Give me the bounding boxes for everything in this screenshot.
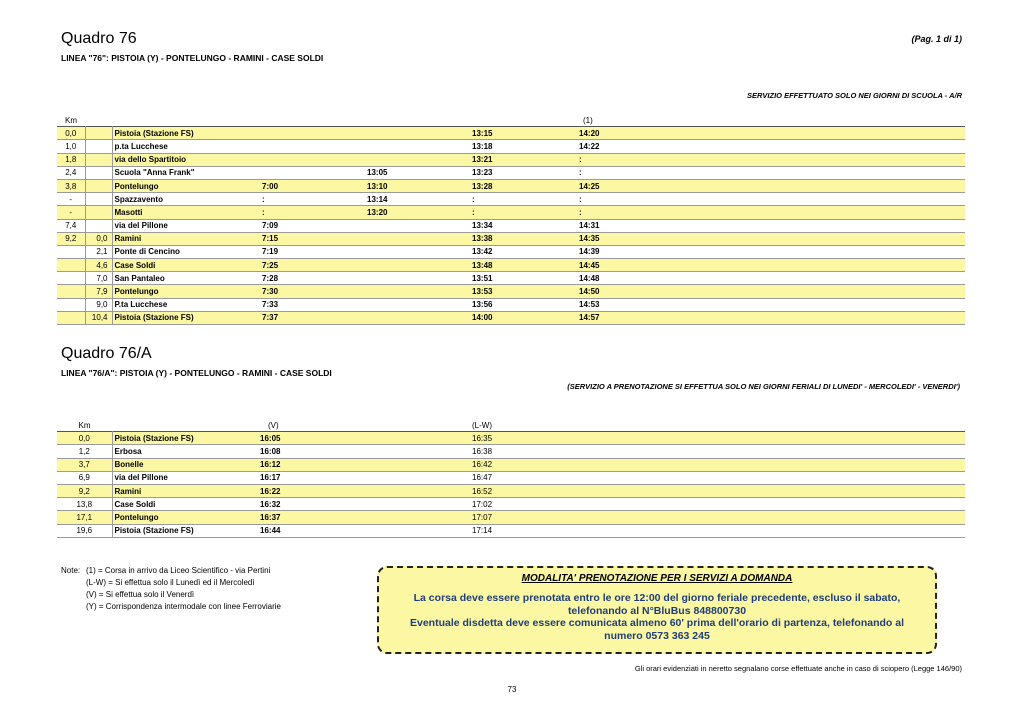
time-cell: 16:05 [260, 432, 472, 445]
table-row [57, 311, 965, 324]
stop-name: Pontelungo [112, 179, 262, 192]
empty-cell [572, 445, 965, 458]
time-cell: : [472, 206, 579, 219]
time-cell: 7:37 [262, 311, 367, 324]
stop-name: Pontelungo [112, 285, 262, 298]
empty-cell [572, 484, 965, 497]
km-cell [57, 311, 85, 324]
quadro-76-service-note: SERVIZIO EFFETTUATO SOLO NEI GIORNI DI SCUOLA - A/R [746, 91, 962, 100]
time-cell [367, 311, 472, 324]
empty-cell [686, 153, 965, 166]
empty-cell [686, 193, 965, 206]
stop-name: Pistoia (Stazione FS) [112, 432, 260, 445]
km-cell [85, 140, 112, 153]
time-cell: 13:38 [472, 232, 579, 245]
stop-name: Erbosa [114, 446, 142, 456]
column-lw: (L-W) [472, 420, 492, 430]
stop-name: via del Pillone [114, 221, 168, 231]
time-cell: : [579, 168, 582, 178]
table-row [57, 127, 965, 140]
timetable-76a [57, 419, 965, 538]
time-cell: 14:39 [579, 247, 600, 257]
time-cell: 7:00 [262, 179, 367, 192]
km-cell: 3,8 [57, 179, 85, 192]
table-row [57, 471, 965, 484]
booking-line: numero 0573 363 245 [604, 629, 710, 642]
empty-cell [686, 140, 965, 153]
time-cell: 16:12 [260, 458, 472, 471]
quadro-76a-title: Quadro 76/A [61, 345, 152, 362]
legal-note: Gli orari evidenziati in neretto segnalano corse effettuate anche in caso di sciopero (Legge 146/90) [634, 664, 962, 673]
time-cell: 13:48 [472, 259, 579, 272]
km-cell: 3,7 [57, 458, 112, 471]
time-cell: 14:35 [579, 232, 686, 245]
time-cell: 13:18 [472, 141, 493, 151]
stop-name: via dello Spartitoio [112, 153, 262, 166]
time-cell: 7:15 [262, 232, 367, 245]
timetable-76a-header [57, 419, 965, 432]
time-cell: 13:21 [472, 153, 579, 166]
empty-cell [572, 458, 965, 471]
page-number: 73 [507, 685, 517, 694]
table-row [57, 524, 965, 537]
km-cell: 0,0 [85, 232, 112, 245]
empty-cell [686, 232, 965, 245]
table-row [57, 272, 965, 285]
empty-cell [686, 298, 965, 311]
notes-block [61, 565, 281, 613]
time-cell: 16:08 [260, 446, 281, 456]
empty-cell [686, 245, 965, 258]
km-cell [85, 127, 112, 140]
table-row [57, 458, 965, 471]
time-cell: 13:15 [472, 127, 579, 140]
km-cell: 19,6 [57, 524, 112, 537]
km-cell [85, 153, 112, 166]
timetable-76 [57, 114, 965, 325]
time-cell: 14:48 [579, 273, 600, 283]
notes-label: Note: [61, 566, 81, 575]
quadro-76-line: LINEA "76": PISTOIA (Y) - PONTELUNGO - RAMINI - CASE SOLDI [61, 53, 324, 63]
booking-line: Eventuale disdetta deve essere comunicata almeno 60' prima dell'orario di partenza, telefonando al [410, 617, 904, 629]
km-cell: 6,9 [57, 471, 112, 484]
time-cell: 16:32 [260, 499, 281, 509]
km-cell [57, 298, 85, 311]
table-row [57, 193, 965, 206]
table-row [57, 484, 965, 497]
time-cell [367, 153, 472, 166]
booking-line: telefonando al N°BluBus 848800730 [567, 604, 747, 617]
empty-cell [686, 166, 965, 179]
time-cell [262, 127, 367, 140]
km-cell: - [57, 193, 85, 206]
time-cell: 13:51 [472, 273, 493, 283]
time-cell: 13:28 [472, 179, 579, 192]
km-cell: 4,6 [85, 259, 112, 272]
time-cell: 14:53 [579, 300, 600, 310]
stop-name: Ramini [112, 232, 262, 245]
table-row [57, 285, 965, 298]
time-cell: : [579, 194, 582, 204]
table-row [57, 259, 965, 272]
km-cell [57, 285, 85, 298]
time-cell: 17:02 [472, 499, 493, 509]
stop-name: San Pantaleo [114, 273, 165, 283]
empty-cell [686, 206, 965, 219]
time-cell [367, 245, 472, 258]
table-row [57, 179, 965, 192]
km-cell: 7,0 [85, 272, 112, 285]
stop-name: Spazzavento [114, 194, 163, 204]
km-cell [85, 219, 112, 232]
stop-name: Ponte di Cencino [114, 247, 180, 257]
km-cell [85, 193, 112, 206]
time-cell [367, 219, 472, 232]
time-cell [367, 140, 472, 153]
km-cell: - [57, 206, 85, 219]
empty-cell [686, 219, 965, 232]
time-cell: 14:22 [579, 141, 600, 151]
stop-name: Pistoia (Stazione FS) [112, 127, 262, 140]
time-cell [367, 259, 472, 272]
km-cell [85, 206, 112, 219]
time-cell: 14:57 [579, 311, 686, 324]
booking-line: La corsa deve essere prenotata entro le ore 12:00 del giorno feriale precedente, escluso il sabato, [413, 592, 901, 604]
km-cell: 9,2 [57, 232, 85, 245]
note-item: (Y) = Corrispondenza intermodale con linee Ferroviarie [86, 602, 281, 611]
km-cell: 7,9 [85, 285, 112, 298]
km-cell: 1,0 [57, 140, 85, 153]
empty-cell [686, 311, 965, 324]
note-item: (L-W) = Si effettua solo il Lunedì ed il Mercoledì [86, 578, 255, 587]
time-cell: 13:20 [367, 206, 472, 219]
empty-cell [686, 272, 965, 285]
time-cell [367, 298, 472, 311]
km-cell: 9,2 [57, 484, 112, 497]
time-cell: 16:42 [472, 458, 572, 471]
km-cell: 1,8 [57, 153, 85, 166]
stop-name: Case Soldi [112, 259, 262, 272]
stop-name: Ramini [112, 484, 260, 497]
empty-cell [686, 127, 965, 140]
quadro-76a-service-note: (SERVIZIO A PRENOTAZIONE SI EFFETTUA SOLO NEI GIORNI FERIALI DI LUNEDI' - MERCOLEDI' - VENERDI') [567, 382, 960, 391]
time-cell: 16:44 [260, 526, 281, 536]
km-cell: 9,0 [85, 298, 112, 311]
km-cell: 10,4 [85, 311, 112, 324]
stop-name: p.ta Lucchese [114, 141, 168, 151]
time-cell: 16:35 [472, 432, 572, 445]
km-cell: 7,4 [57, 219, 85, 232]
page-reference: (Pag. 1 di 1) [911, 34, 962, 44]
empty-cell [686, 179, 965, 192]
time-cell [262, 140, 367, 153]
km-cell: 1,2 [57, 445, 112, 458]
km-cell [57, 245, 85, 258]
km-cell: 0,0 [57, 432, 112, 445]
column-v: (V) [268, 420, 279, 430]
time-cell: 14:25 [579, 179, 686, 192]
time-cell [367, 285, 472, 298]
empty-cell [572, 511, 965, 524]
time-cell: : [262, 194, 265, 204]
time-cell [262, 153, 367, 166]
table-row [57, 511, 965, 524]
table-row [57, 232, 965, 245]
stop-name: Case Soldi [114, 499, 156, 509]
km-cell [57, 272, 85, 285]
time-cell: 13:14 [367, 194, 388, 204]
empty-cell [686, 285, 965, 298]
km-cell: 2,4 [57, 166, 85, 179]
time-cell: 14:00 [472, 311, 579, 324]
time-cell: : [472, 194, 475, 204]
time-cell: 7:25 [262, 259, 367, 272]
stop-name: Pistoia (Stazione FS) [114, 526, 194, 536]
time-cell: 16:52 [472, 484, 572, 497]
table-row [57, 298, 965, 311]
time-cell: 7:09 [262, 221, 279, 231]
time-cell: 16:37 [260, 511, 472, 524]
km-cell: 17,1 [57, 511, 112, 524]
km-cell [85, 179, 112, 192]
stop-name: Masotti [112, 206, 262, 219]
empty-cell [572, 498, 965, 511]
km-cell [57, 259, 85, 272]
table-row [57, 445, 965, 458]
table-row [57, 432, 965, 445]
empty-cell [572, 524, 965, 537]
time-cell [367, 272, 472, 285]
time-cell: : [579, 153, 686, 166]
stop-name: Scuola "Anna Frank" [114, 168, 195, 178]
time-cell: 14:31 [579, 221, 600, 231]
km-cell: 0,0 [57, 127, 85, 140]
stop-name: via del Pillone [114, 473, 168, 483]
stop-name: P.ta Lucchese [114, 300, 168, 310]
stop-name: Bonelle [112, 458, 260, 471]
time-cell [367, 232, 472, 245]
time-cell [262, 166, 367, 179]
stop-name: Pontelungo [112, 511, 260, 524]
note-item: (V) = Si effettua solo il Venerdì [86, 590, 195, 599]
empty-cell [572, 432, 965, 445]
time-cell [367, 127, 472, 140]
time-cell: 13:05 [367, 168, 388, 178]
table-row [57, 498, 965, 511]
time-cell: 7:30 [262, 285, 367, 298]
time-cell: 13:42 [472, 247, 493, 257]
time-cell: : [262, 206, 367, 219]
table-row [57, 219, 965, 232]
time-cell: 17:14 [472, 526, 493, 536]
km-cell [85, 166, 112, 179]
table-row [57, 245, 965, 258]
time-cell: 13:53 [472, 285, 579, 298]
time-cell: 14:20 [579, 127, 686, 140]
time-cell: 13:10 [367, 179, 472, 192]
timetable-76-header [57, 114, 965, 127]
time-cell: 16:38 [472, 446, 493, 456]
time-cell: 7:19 [262, 247, 279, 257]
time-cell: : [579, 206, 686, 219]
booking-title: MODALITA' PRENOTAZIONE PER I SERVIZI A DOMANDA [521, 573, 793, 584]
empty-cell [572, 471, 965, 484]
time-cell: 14:50 [579, 285, 686, 298]
quadro-76a-line: LINEA "76/A": PISTOIA (Y) - PONTELUNGO - RAMINI - CASE SOLDI [61, 368, 332, 378]
time-cell: 14:45 [579, 259, 686, 272]
time-cell: 16:17 [260, 473, 281, 483]
time-cell: 7:33 [262, 300, 279, 310]
note-item: (1) = Corsa in arrivo da Liceo Scientifico - via Pertini [86, 566, 271, 575]
table-row [57, 206, 965, 219]
stop-name: Pistoia (Stazione FS) [112, 311, 262, 324]
quadro-76-title: Quadro 76 [61, 30, 137, 47]
time-cell: 16:47 [472, 473, 493, 483]
km-header: Km [78, 420, 91, 430]
km-cell: 13,8 [57, 498, 112, 511]
time-cell: 16:22 [260, 484, 472, 497]
column-note-1: (1) [583, 115, 593, 125]
time-cell: 13:34 [472, 221, 493, 231]
km-cell: 2,1 [85, 245, 112, 258]
table-row [57, 140, 965, 153]
booking-info-box [377, 566, 937, 654]
km-header: Km [65, 115, 77, 125]
table-row [57, 153, 965, 166]
empty-cell [686, 259, 965, 272]
table-row [57, 166, 965, 179]
time-cell: 17:07 [472, 511, 572, 524]
time-cell: 13:56 [472, 300, 493, 310]
time-cell: 13:23 [472, 168, 493, 178]
time-cell: 7:28 [262, 273, 279, 283]
